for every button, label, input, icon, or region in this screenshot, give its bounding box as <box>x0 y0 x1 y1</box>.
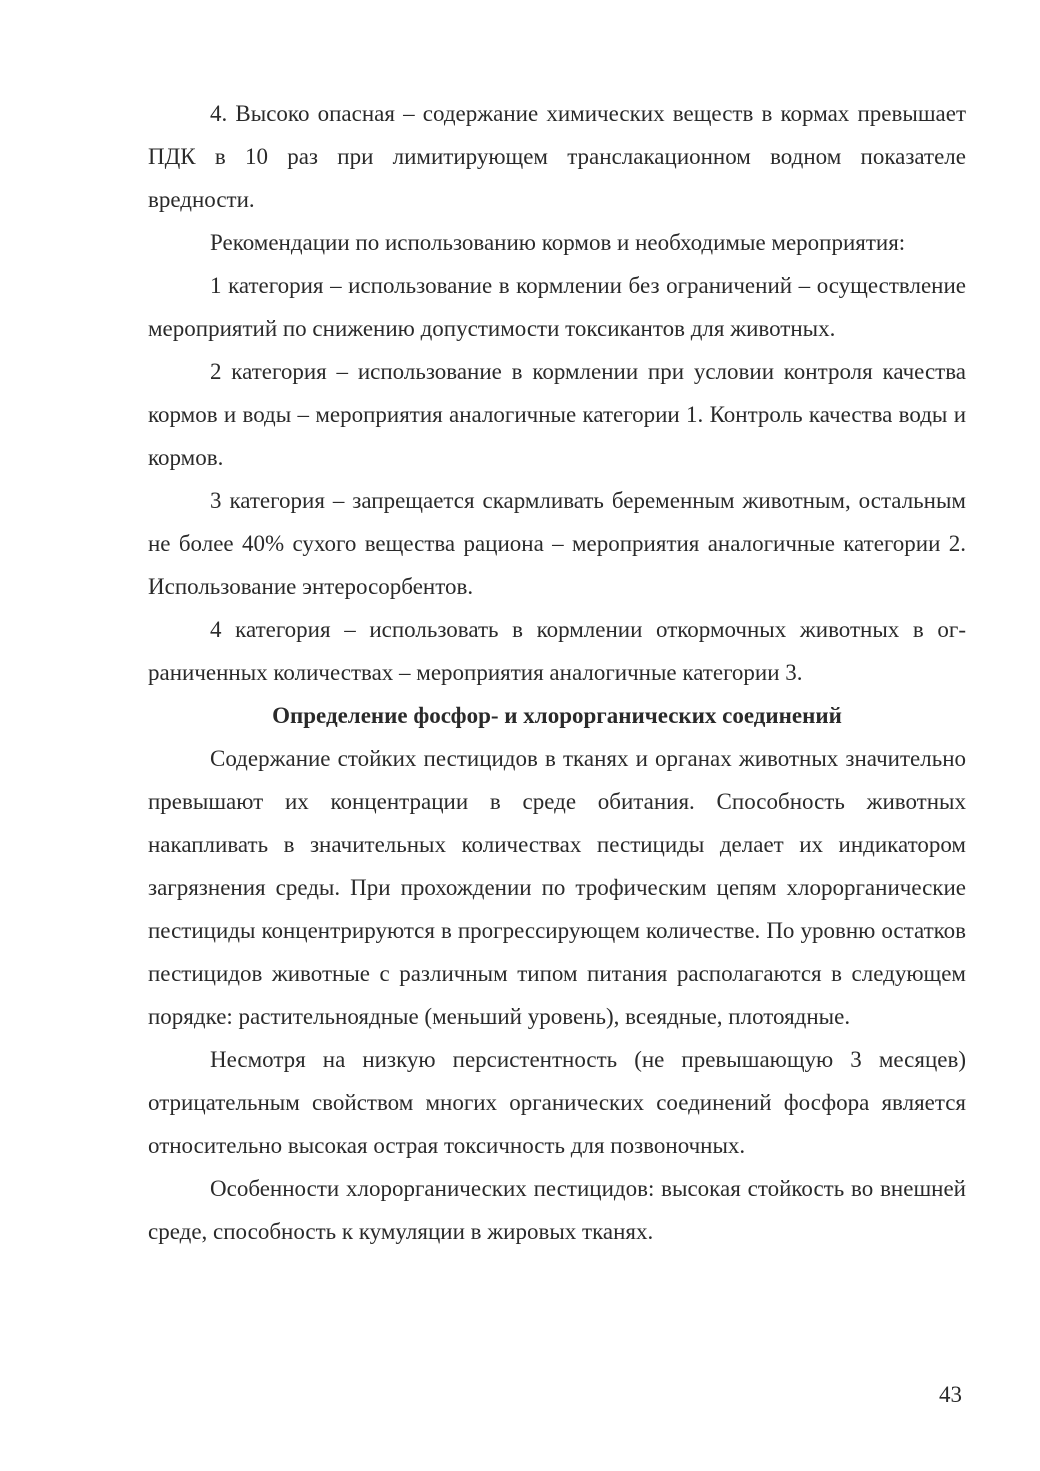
paragraph-category-1: 1 категория – использование в кормлении без ограничений – осуществление мероприятий по снижению допустимости токсикантов для животных. <box>148 273 966 341</box>
paragraph-category-3: 3 категория – запрещается скармливать беременным животным, остальным не более 40% сухого вещества рациона – мероприятия аналогичные категории 2. Использование энтеросорбентов. <box>148 488 966 599</box>
paragraph-recommendations: Рекомендации по использованию кормов и необходимые мероприятия: <box>210 230 906 255</box>
paragraph-persistent-pesticides: Содержание стойких пестицидов в тканях и органах животных значительно превышают их концентрации в среде обитания. Способность животных накапливать в значительных количествах пестициды делает их индикатором загрязнения среды. При прохождении по трофическим цепям хлорорганические пестициды концентрируются в прогрессирующем количестве. По уровню остатков пестицидов животные с различным типом питания располагаются в следующем порядке: растительноядные (меньший уровень), всеядные, плотоядные. <box>148 746 966 1029</box>
paragraph-organochlorine: Особенности хлорорганических пестицидов: высокая стойкость во внешней среде, способность к кумуляции в жировых тканях. <box>148 1176 966 1244</box>
paragraph-category-2: 2 категория – использование в кормлении при условии контроля качества кормов и воды – мероприятия аналогичные категории 1. Контроль качества воды и кормов. <box>148 359 966 470</box>
paragraph-category-4: 4 категория – использовать в кормлении откормочных животных в ограниченных количествах – мероприятия аналогичные категории 3. <box>148 617 966 685</box>
section-heading: Определение фосфор- и хлорорганических соединений <box>272 703 842 728</box>
paragraph-high-danger: 4. Высоко опасная – содержание химических веществ в кормах превышает ПДК в 10 раз при лимитирующем транслакационном водном показателе вредности. <box>148 101 966 212</box>
page-number: 43 <box>939 1382 962 1407</box>
document-page <box>148 92 966 1253</box>
paragraph-organophosphorus: Несмотря на низкую персистентность (не превышающую 3 месяцев) отрицательным свойством многих органических соединений фосфора является относительно высокая острая токсичность для позвоночных. <box>148 1047 966 1158</box>
